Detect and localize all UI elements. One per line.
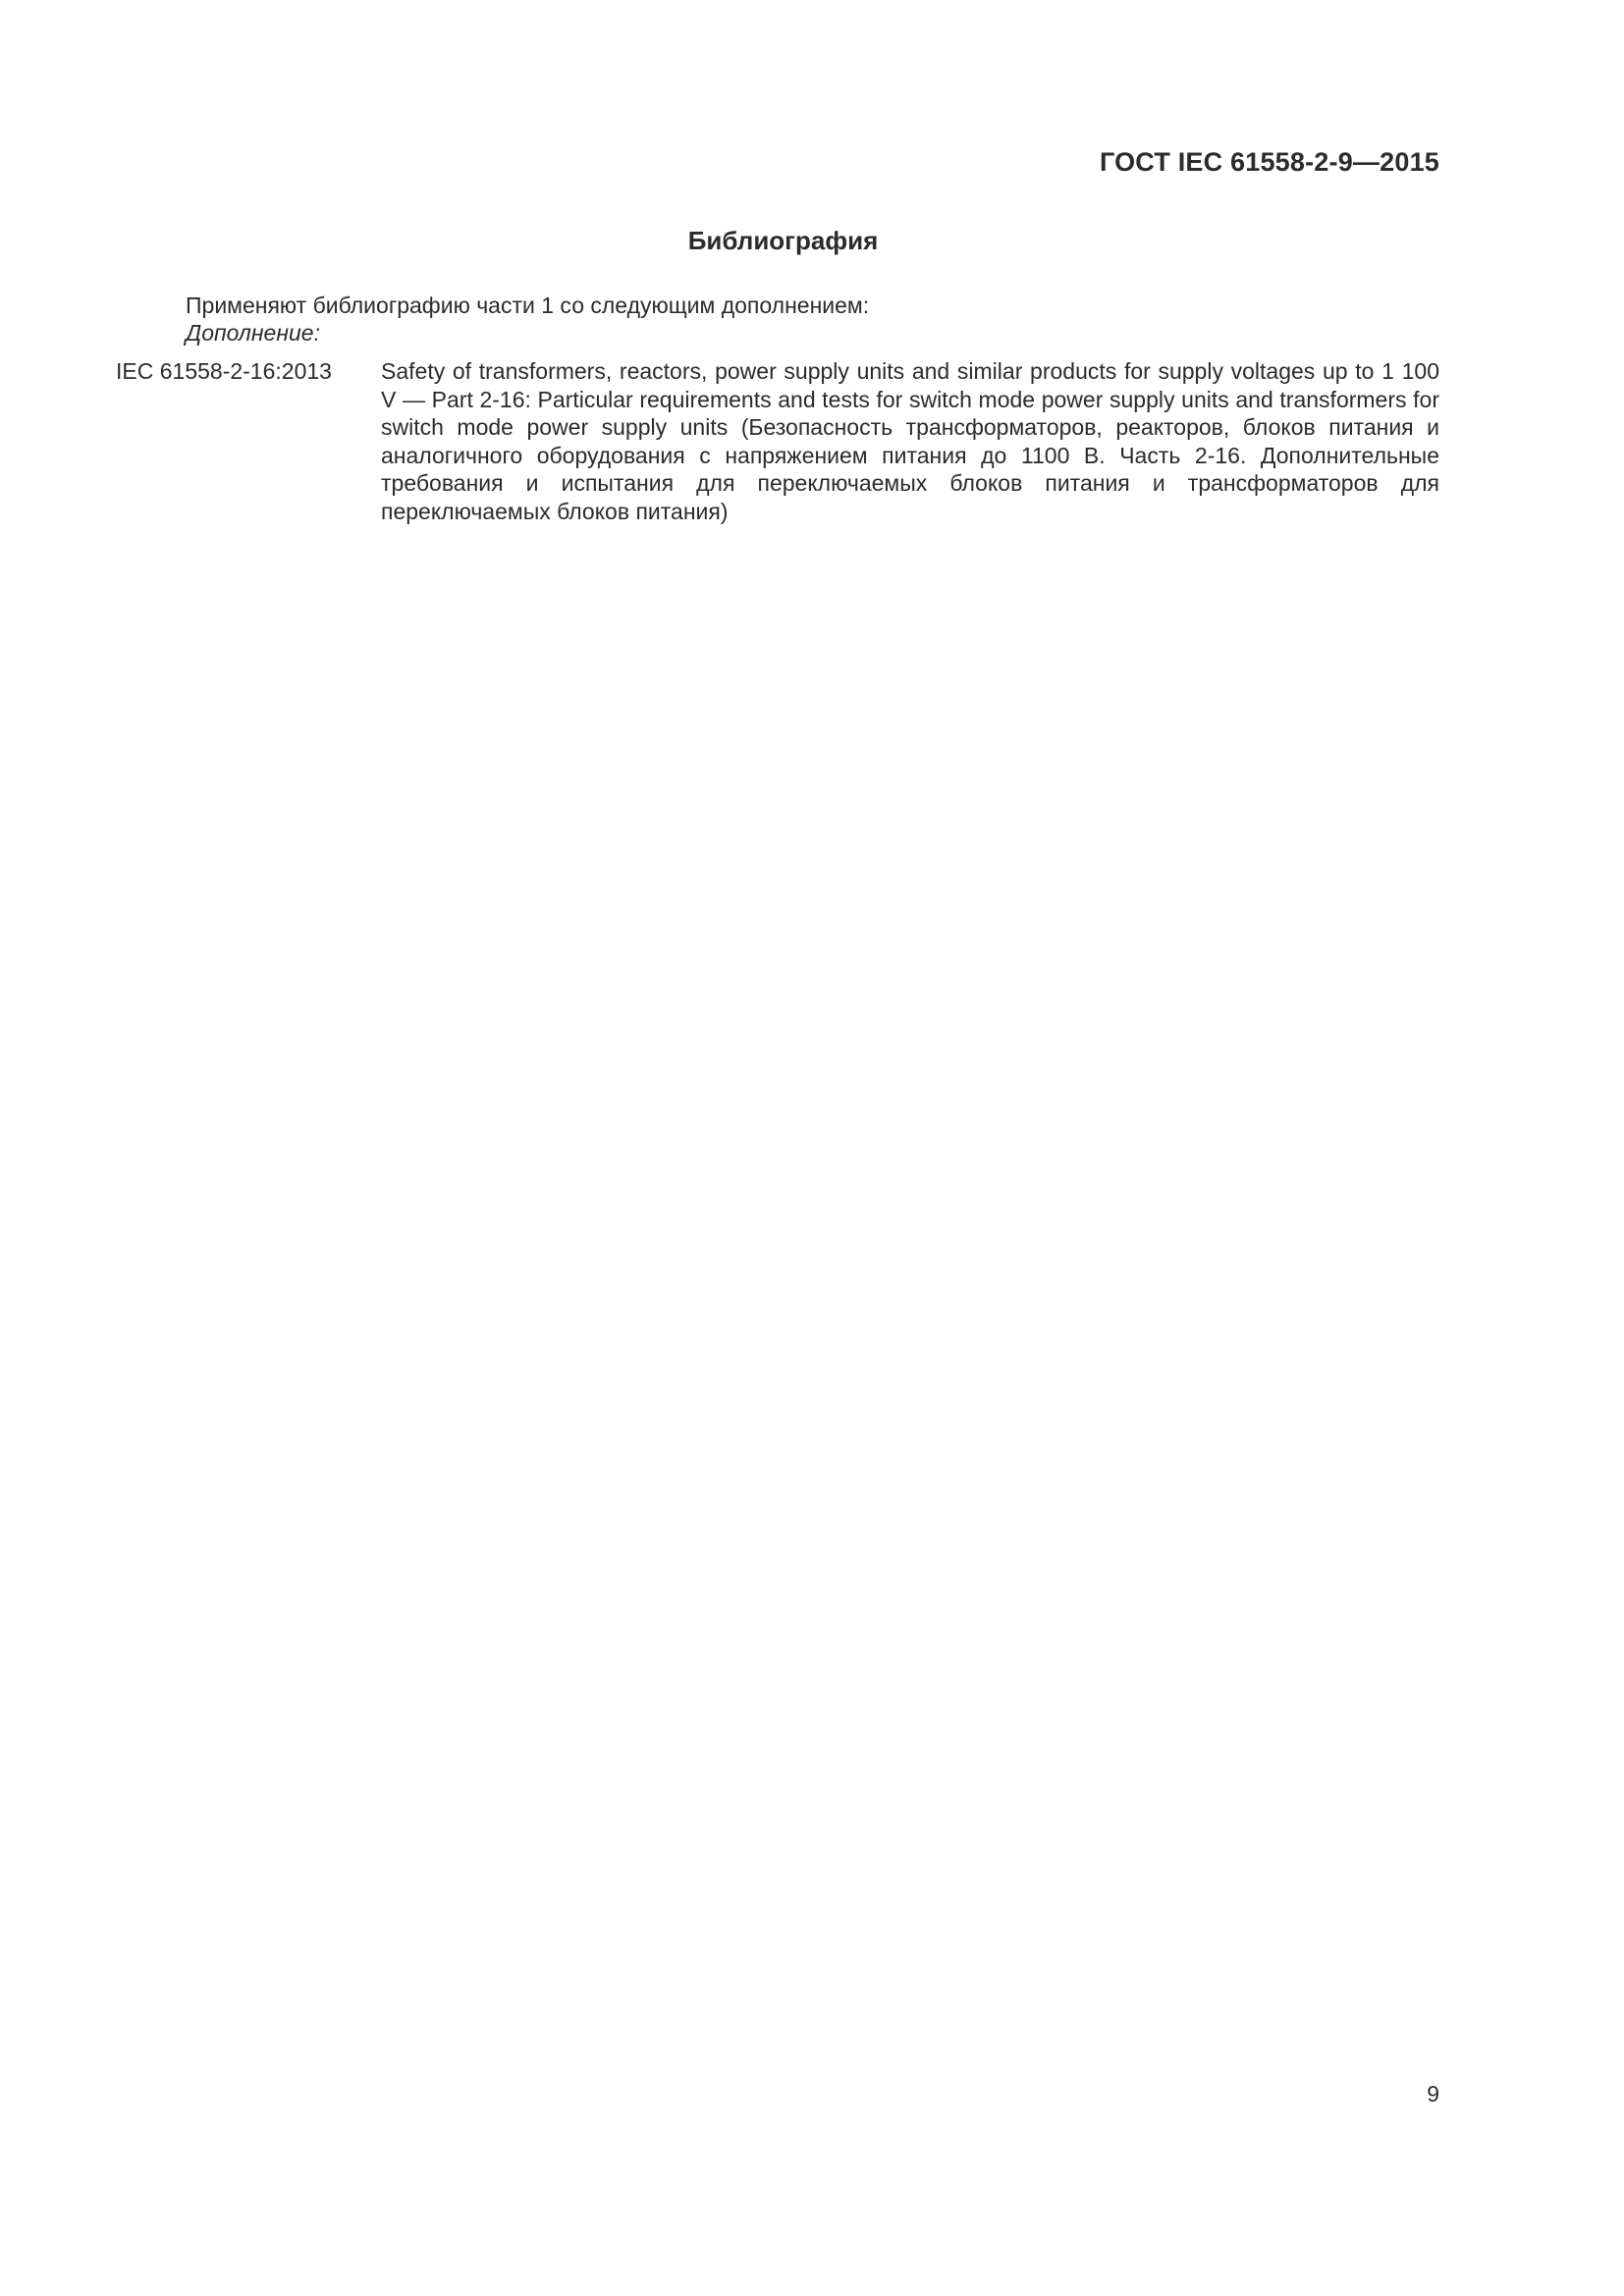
document-header-code: ГОСТ IEC 61558-2-9—2015 [1099, 147, 1439, 177]
reference-entry [116, 357, 1439, 525]
reference-code: IEC 61558-2-16:2013 [116, 358, 332, 384]
intro-block [186, 292, 869, 347]
addendum-label: Дополнение: [186, 320, 320, 346]
intro-text: Применяют библиографию части 1 со следующим дополнением: [186, 293, 870, 318]
section-title: Библиография [687, 226, 879, 255]
reference-text: Safety of transformers, reactors, power supply units and similar products for supply voltages up to 1 100 V — Part 2-16: Particular requirements and tests for switch mode power supply units and transformers for switch mode power supply units (Безопасность трансформаторов, реакторов, блоков питания и аналогичного оборудования с напряжением питания до 1100 В. Часть 2-16. Дополнительные требования и испытания для переключаемых блоков питания и трансформаторов для переключаемых блоков питания) [381, 358, 1439, 524]
page-number: 9 [1427, 2081, 1439, 2107]
